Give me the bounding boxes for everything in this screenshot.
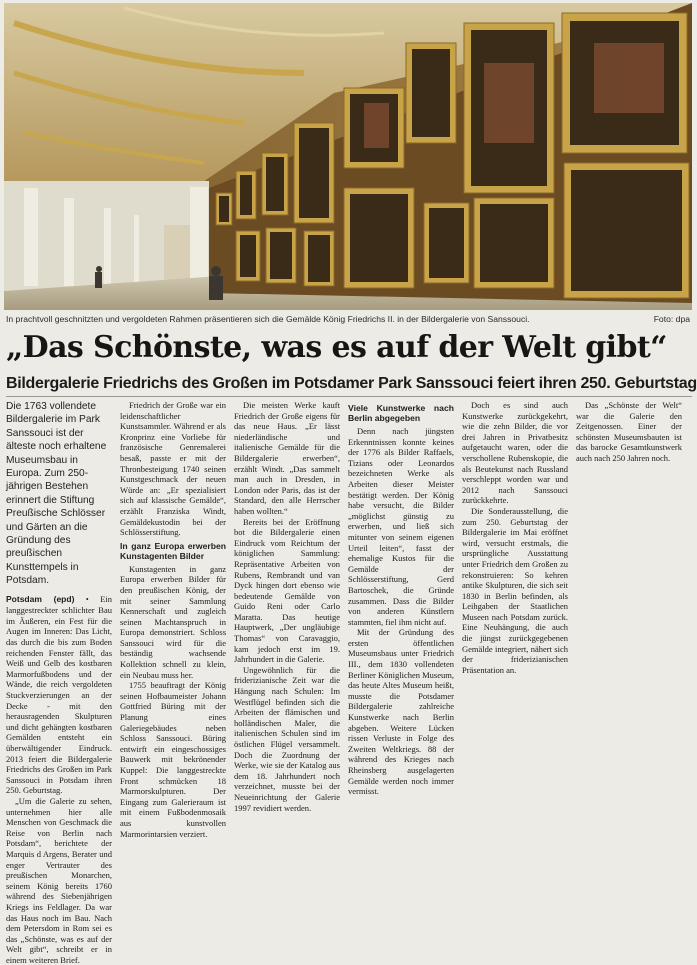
paragraph-1-text: Ein langgestreckter schlichter Bau im Äußeren, ein Fest für die Augen im Inneren: Das Licht, das durch die bis zum Boden reichenden Fenster fällt, das Weiß und Gelb des kostbaren Marmorfußbodens und der Wände, die reich vergoldeten Stuckverzierungen an der Decke - mit den herausragenden Skulpturen und dicht gehängten kostbaren Gemälden entsteht ein überwältigender Eindruck. 2013 feiert die Bildergalerie Friedrichs des Großen im Park Sanssouci in Potsdam ihren 250. Geburtstag. (6, 593, 113, 796)
article-column-1 (6, 400, 113, 965)
article-column-4 (348, 400, 454, 848)
article-paragraph-10: Mit der Gründung des ersten öffentlichen Museumsbaus unter Friedrich III., dem 1830 vollendeten Berliner Königlichen Museum, das heute Altes Museum heißt, musste die Potsdamer Bildergalerie zahlreiche Kunstwerke nach Berlin abgeben. Weitere Lücken rissen Verluste in Folge des Zweiten Weltkriegs. 88 der während des Krieges nach Rheinsberg ausgelagerten Gemälde werden noch immer vermisst. (348, 627, 454, 797)
photo-caption-row (6, 314, 690, 326)
article-paragraph-9: Denn nach jüngsten Erkenntnissen konnte keines der 1776 als Bilder Raffaels, Tizians oder Leonardos bezeichneten Werke als Arbeiten dieser Meister bestätigt werden. Der König habe versucht, die Bilder „möglichst günstig zu erwerben, und ließ sich mitunter von seinem eigenen Urteil leiten“, fasst der ehemalige Kustos für die Gemälde der Schlösserstiftung, Gerd Bartoschek, die Gründe zusammen. Dass die Bilder von anderen Künstlern stammten, fiel ihm nicht auf. (348, 426, 454, 627)
dateline: Potsdam (epd) (6, 593, 75, 604)
photo-caption: In prachtvoll geschnitzten und vergoldeten Rahmen präsentieren sich die Gemälde König Friedrichs II. in der Bildergalerie von Sanssouci. (6, 314, 530, 324)
headline: „Das Schönste, was es auf der Welt gibt“ (6, 330, 667, 365)
article-lead: Die 1763 vollendete Bildergalerie im Park Sanssouci ist der älteste noch erhaltene Museumsbau in Europa. Zum 250-jährigen Bestehen erinnert die Stiftung Preußische Schlösser und Gärten an die Gründung des preußischen Kunsttempels in Potsdam. (6, 401, 107, 587)
bullet-icon: • (85, 594, 89, 604)
article-paragraph-1 (6, 594, 112, 796)
article-paragraph-12: Die Sonderausstellung, die zum 250. Geburtstag der Bildergalerie im Mai eröffnet wird, versucht erstmals, die ursprüngliche Ausstattung unter Friedrich dem Großen zu rekonstruieren: So kehren antike Skulpturen, die sich seit 1830 in Berlin befinden, als Leihgaben der Staatlichen Museen nach Potsdam zurück. Eine Neuhängung, die auch die jüngst zurückgegebenen Gemälde integriert, nähert sich der friderizianischen Präsentation an. (462, 505, 568, 675)
article-column-3 (234, 400, 340, 848)
article-paragraph-2: „Um die Galerie zu sehen, unternehmen hier alle Menschen von Geschmack die Reise von Berlin nach Potsdam“, berichtete der Marquis d Argens, Berater und enger Vertrauter des preußischen Monarchen, seinem König bereits 1760 während des Siebenjährigen Kriegs ins Feldlager. Da war das Haus noch im Bau. Nach dem Petersdom in Rom sei es das „Schönste, was es auf der Welt gibt“, schreibt er in einem weiteren Brief. (6, 795, 112, 965)
article-column-2 (120, 400, 226, 848)
article-column-6 (576, 400, 682, 848)
article-paragraph-11: Doch es sind auch Kunstwerke zurückgekehrt, wie die zehn Bilder, die vor drei Jahren in Privatbesitz aufgetaucht waren, oder die verschollene Rubenskopie, die als Beutekunst nach Russland verschleppt worden war und 2012 nach Sanssouci zurückkehrte. (462, 400, 568, 506)
article-subheading-1: In ganz Europa erwerben Kunstagenten Bilder (120, 540, 226, 561)
gallery-photo (4, 3, 692, 310)
article-paragraph-8: Ungewöhnlich für die friderizianische Zeit war die Hängung nach Schulen: Im Westflügel befinden sich die Arbeiten der flämischen und holländischen Maler, die italienischen Schulen sind im östlichen Flügel versammelt. Doch die Zuordnung der Werke, wie sie der Katalog aus dem 18. Jahrhundert noch verzeichnet, musste bei der Neueinrichtung der Galerie 1997 revidiert werden. (234, 664, 340, 813)
divider (6, 396, 692, 397)
article-subheading-2: Viele Kunstwerke nach Berlin abgegeben (348, 403, 454, 423)
gallery-interior-illustration (4, 3, 692, 310)
article-paragraph-4: Kunstagenten in ganz Europa erwerben Bilder für den preußischen König, der mit seiner Sammlung Kennerschaft und zugleich seinen Machtanspruch in Europa demonstriert. Schloss Sanssouci wird für die beständig wachsende Kollektion schnell zu klein, ein Neubau muss her. (120, 563, 226, 680)
article-paragraph-7: Bereits bei der Eröffnung bot die Bildergalerie einen Eindruck vom Reichtum der königlichen Sammlung: Repräsentative Arbeiten von Rubens, Rembrandt und van Dyck hingen dort ebenso wie bedeutende Gemälde von Guido Reni oder Carlo Maratta. Das heutige Hauptwerk, „Der ungläubige Thomas“ von Caravaggio, kam jedoch erst im 19. Jahrhundert in die Galerie. (234, 516, 340, 665)
article-paragraph-3: Friedrich der Große war ein leidenschaftlicher Kunstsammler. Während er als Kronprinz eine Vorliebe für französische Genremalerei besaß, passte er mit der Thronbesteigung 1740 seinen Kunstgeschmack der neuen Würde an: „Er spezialisiert sich auf klassische Gemälde“, erzählt Franziska Windt, Gemäldekustodin bei der Schlösserstiftung. (120, 400, 226, 538)
article-paragraph-5: 1755 beauftragt der König seinen Hofbaumeister Johann Gottfried Büring mit der Planung eines Galeriegebäudes neben Schloss Sanssouci. Büring entwirft ein eingeschossiges Bauwerk mit bekrönender Kuppel: Die langgestreckte Front schmücken 18 Marmorskulpturen. Der Eingang zum Galerieraum ist mit einem Fußbodenmosaik aus kunstvollen Marmorintarsien verziert. (120, 680, 226, 839)
article-paragraph-13: Das „Schönste der Welt“ war die Galerie den Zeitgenossen. Einer der schönsten Museumsbauten ist das barocke Gesamtkunstwerk auch nach 250 Jahren noch. (576, 400, 682, 463)
article-column-5 (462, 400, 568, 848)
article-paragraph-6: Die meisten Werke kauft Friedrich der Große eigens für das neue Haus. „Er lässt niederländische und italienische Gemälde für die Bildergalerie erwerben“, erzählt Windt. „Das sammelt man auch in Dresden, in London oder Paris, das ist der Standard, den alle Herrscher haben wollten.“ (234, 400, 340, 516)
subheadline: Bildergalerie Friedrichs des Großen im Potsdamer Park Sanssouci feiert ihren 250. Geburtstag (6, 375, 697, 392)
photo-credit: Foto: dpa (653, 314, 690, 324)
